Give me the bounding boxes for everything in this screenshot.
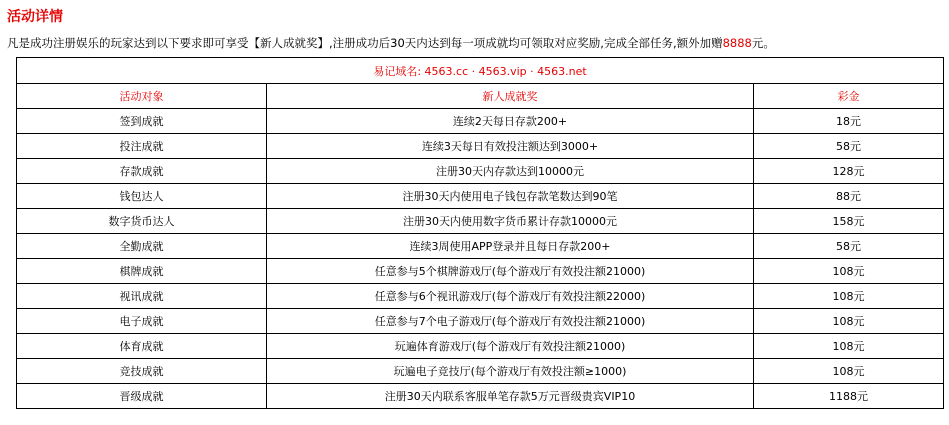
table-row [17,209,944,234]
cell-bonus: 58元 [754,234,944,259]
cell-award: 注册30天内存款达到10000元 [267,159,754,184]
cell-target: 体育成就 [17,334,267,359]
cell-target: 棋牌成就 [17,259,267,284]
cell-award: 任意参与7个电子游戏厅(每个游戏厅有效投注额21000) [267,309,754,334]
intro-text [7,35,775,51]
domain-row [17,58,944,84]
cell-bonus: 108元 [754,359,944,384]
cell-bonus: 108元 [754,259,944,284]
cell-bonus: 18元 [754,109,944,134]
cell-bonus: 128元 [754,159,944,184]
cell-award: 连续3周使用APP登录并且每日存款200+ [267,234,754,259]
header-target: 活动对象 [17,84,267,109]
intro-text-main: 凡是成功注册娱乐的玩家达到以下要求即可享受【新人成就奖】,注册成功后30天内达到每一项成就均可领取对应奖励,完成全部任务,额外加赠 [7,36,723,50]
cell-bonus: 58元 [754,134,944,159]
header-bonus: 彩金 [754,84,944,109]
table-row [17,359,944,384]
table-row [17,284,944,309]
table-row [17,109,944,134]
intro-text-end: 元。 [751,36,775,50]
table-row [17,259,944,284]
cell-award: 注册30天内使用电子钱包存款笔数达到90笔 [267,184,754,209]
table-row [17,159,944,184]
cell-target: 视讯成就 [17,284,267,309]
cell-target: 数字货币达人 [17,209,267,234]
cell-target: 电子成就 [17,309,267,334]
cell-award: 任意参与5个棋牌游戏厅(每个游戏厅有效投注额21000) [267,259,754,284]
cell-award: 玩遍电子竞技厅(每个游戏厅有效投注额≥1000) [267,359,754,384]
rewards-table [16,57,944,409]
cell-target: 全勤成就 [17,234,267,259]
cell-award: 连续3天每日有效投注额达到3000+ [267,134,754,159]
domain-text: 易记域名: 4563.cc · 4563.vip · 4563.net [17,58,944,84]
table-row [17,134,944,159]
cell-award: 连续2天每日存款200+ [267,109,754,134]
page-title: 活动详情 [7,9,63,25]
cell-bonus: 108元 [754,309,944,334]
cell-target: 存款成就 [17,159,267,184]
header-award: 新人成就奖 [267,84,754,109]
table-header-row [17,84,944,109]
table-row [17,334,944,359]
cell-bonus: 108元 [754,334,944,359]
table-row [17,234,944,259]
cell-target: 签到成就 [17,109,267,134]
cell-target: 钱包达人 [17,184,267,209]
cell-bonus: 1188元 [754,384,944,409]
table-row [17,184,944,209]
cell-target: 竞技成就 [17,359,267,384]
cell-bonus: 88元 [754,184,944,209]
cell-target: 晋级成就 [17,384,267,409]
cell-award: 注册30天内联系客服单笔存款5万元晋级贵宾VIP10 [267,384,754,409]
intro-bonus-amount: 8888 [722,36,752,50]
cell-bonus: 108元 [754,284,944,309]
cell-bonus: 158元 [754,209,944,234]
table-row [17,384,944,409]
cell-award: 玩遍体育游戏厅(每个游戏厅有效投注额21000) [267,334,754,359]
cell-award: 注册30天内使用数字货币累计存款10000元 [267,209,754,234]
cell-target: 投注成就 [17,134,267,159]
table-row [17,309,944,334]
cell-award: 任意参与6个视讯游戏厅(每个游戏厅有效投注额22000) [267,284,754,309]
